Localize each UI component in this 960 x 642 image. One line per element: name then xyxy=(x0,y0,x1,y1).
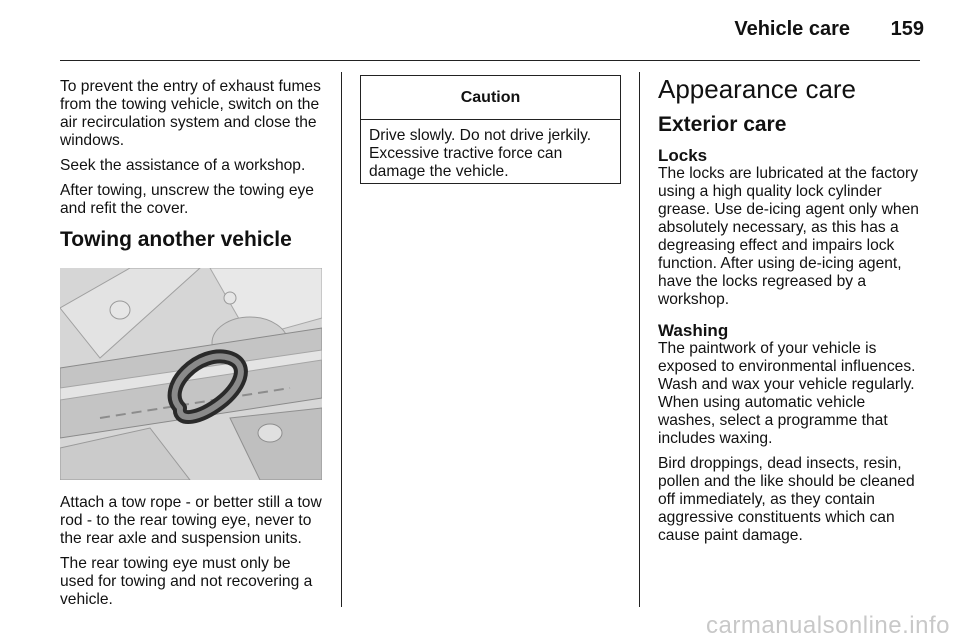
watermark: carmanualsonline.info xyxy=(706,612,950,639)
paragraph-attach-tow-rope: Attach a tow rope - or better still a tow rod - to the rear towing eye, never to the rear axle and suspension units. xyxy=(60,494,322,547)
header-divider xyxy=(60,60,920,61)
header-title: Vehicle care xyxy=(734,18,850,40)
paragraph-locks: The locks are lubricated at the factory using a high quality lock cylinder grease. Use de-icing agent only when absolutely necessary, as this has a degreasing effect and impairs lock function. After using de-icing agent, have the locks regreased by a workshop. xyxy=(658,165,919,308)
paragraph-after-towing: After towing, unscrew the towing eye and refit the cover. xyxy=(60,182,314,217)
heading-washing: Washing xyxy=(658,321,729,340)
column-divider-left xyxy=(341,72,342,607)
column-right xyxy=(658,74,924,552)
paragraph-exhaust-fumes: To prevent the entry of exhaust fumes from the towing vehicle, switch on the air recirculation system and close the windows. xyxy=(60,78,321,149)
heading-exterior-care: Exterior care xyxy=(658,113,787,136)
page-number: 159 xyxy=(890,18,924,40)
paragraph-washing-2: Bird droppings, dead insects, resin, pollen and the like should be cleaned off immediately, as they contain aggressive constituents which can cause paint damage. xyxy=(658,455,915,544)
paragraph-workshop: Seek the assistance of a workshop. xyxy=(60,157,306,174)
heading-towing-another-vehicle: Towing another vehicle xyxy=(60,228,292,251)
column-divider-right xyxy=(639,72,640,607)
towing-eye-drawing xyxy=(60,268,322,480)
column-left xyxy=(60,78,326,616)
towing-eye-illustration xyxy=(60,268,322,480)
heading-locks: Locks xyxy=(658,146,708,165)
caution-text: Drive slowly. Do not drive jerkily. Excessive tractive force can damage the vehicle. xyxy=(369,127,592,180)
paragraph-rear-towing-eye: The rear towing eye must only be used for towing and not recovering a vehicle. xyxy=(60,555,313,608)
heading-appearance-care: Appearance care xyxy=(658,74,857,104)
caution-title: Caution xyxy=(361,76,620,120)
paragraph-washing-1: The paintwork of your vehicle is exposed to environmental influences. Wash and wax your vehicle regularly. When using automatic vehicle washes, select a programme that includes waxing. xyxy=(658,340,916,447)
caution-box xyxy=(360,75,621,184)
